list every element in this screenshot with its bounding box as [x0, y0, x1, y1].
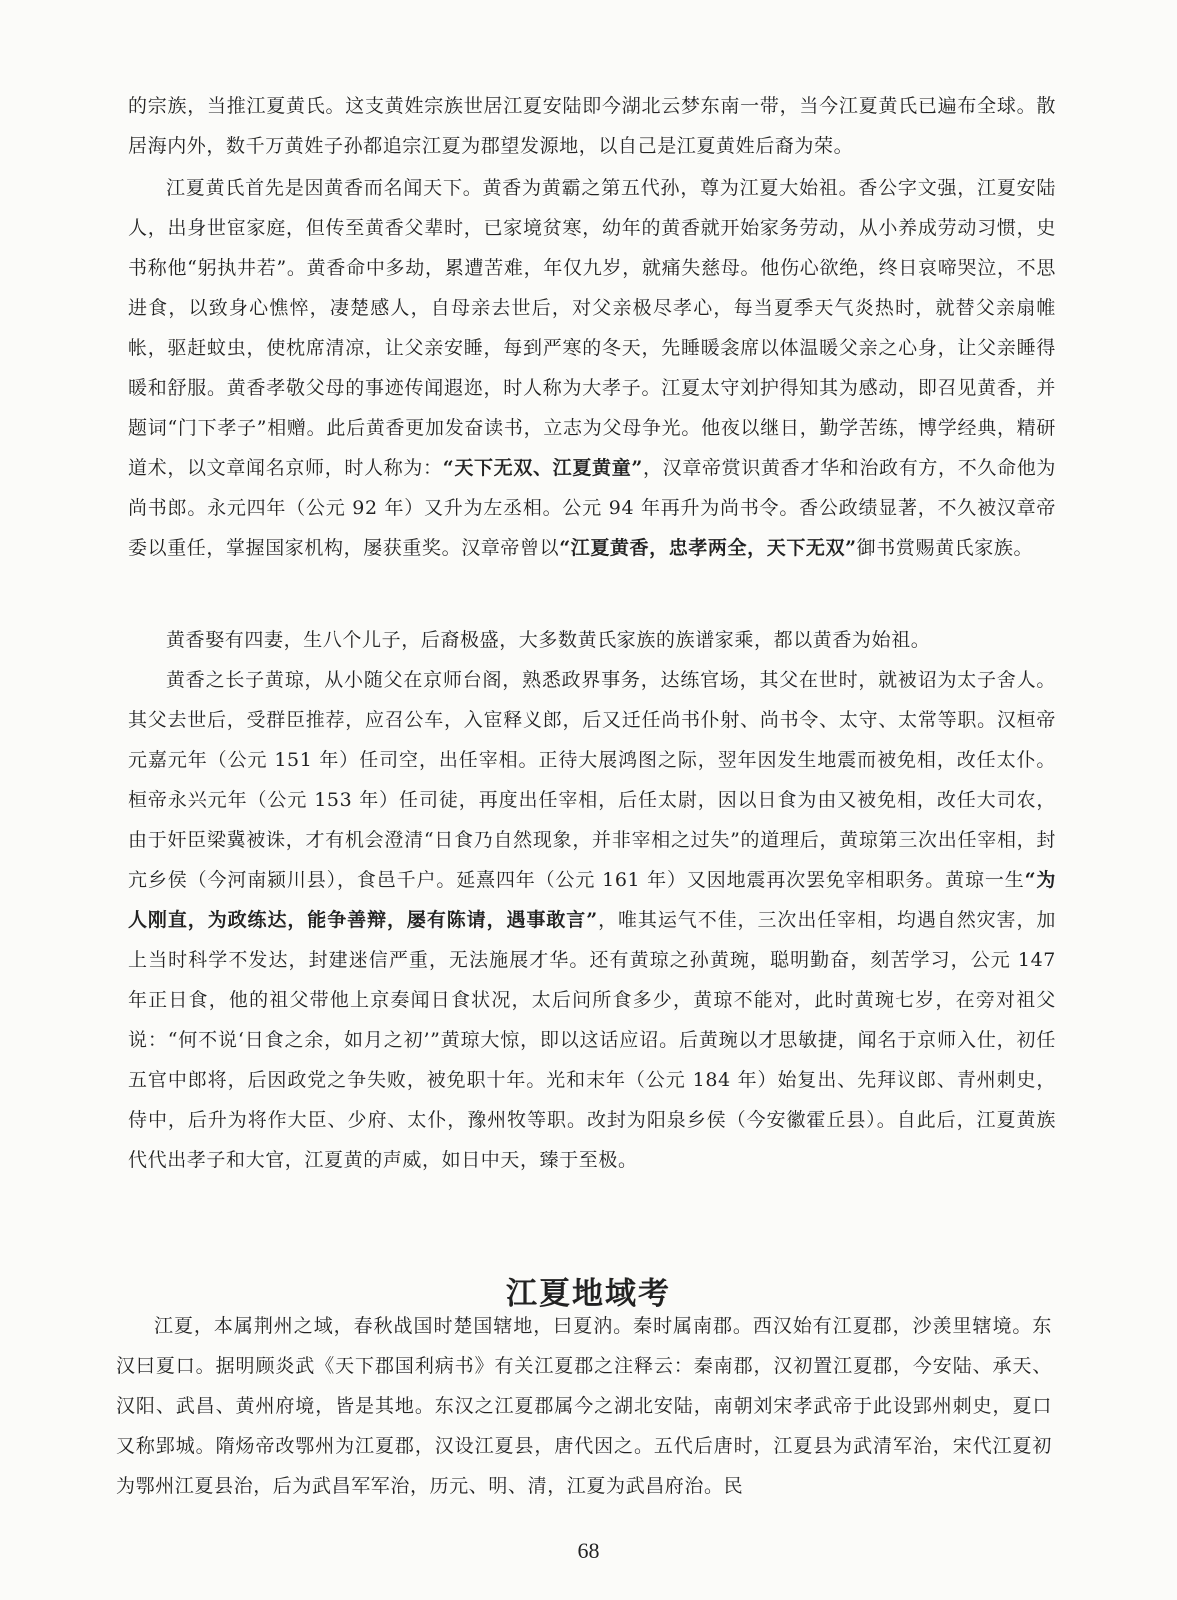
bold-quote: “为人刚直，为政练达，能争善辩，屡有陈请，遇事敢言” — [128, 869, 1056, 931]
bold-quote: “天下无双、江夏黄童” — [442, 457, 643, 479]
paragraph-text: 黄香之长子黄琼，从小随父在京师台阁，熟悉政界事务，达练官场，其父在世时，就被诏为太子舍人。其父去世后，受群臣推荐，应召公车，入宦释义郎，后又迁任尚书仆射、尚书令、太守、太常等职。汉桓帝元嘉元年（公元 151 年）任司空，出任宰相。正待大展鸿图之际，翌年因发生地震而被免相，改任太仆。桓帝永兴元年（公元 153 年）任司徒，再度出任宰相，后任太尉，因以日食为由又被免相，改任大司农，由于奸臣梁冀被诛，才有机会澄清“日食乃自然现象，并非宰相之过失”的道理后，黄琼第三次出任宰相，封亢乡侯（今河南颍川县），食邑千户。延熹四年（公元 161 年）又因地震再次罢免宰相职务。黄琼一生 — [128, 669, 1056, 891]
paragraph-huang-qiong — [128, 660, 1056, 1180]
paragraph-descendants — [128, 620, 1056, 660]
page-number: 68 — [577, 1538, 600, 1563]
bold-quote: “江夏黄香，忠孝两全，天下无双” — [559, 537, 857, 559]
paragraph-text: 黄香娶有四妻，生八个儿子，后裔极盛，大多数黄氏家族的族谱家乘，都以黄香为始祖。 — [166, 629, 931, 651]
paragraph-text: 的宗族，当推江夏黄氏。这支黄姓宗族世居江夏安陆即今湖北云梦东南一带，当今江夏黄氏已遍布全球。散居海内外，数千万黄姓子孙都追宗江夏为郡望发源地，以自己是江夏黄姓后裔为荣。 — [128, 95, 1056, 157]
paragraph-text: 御书赏赐黄氏家族。 — [856, 537, 1034, 559]
paragraph-text: 江夏，本属荆州之域，春秋战国时楚国辖地，曰夏汭。秦时属南郡。西汉始有江夏郡，沙羡里辖境。东汉曰夏口。据明顾炎武《天下郡国利病书》有关江夏郡之注释云：秦南郡，汉初置江夏郡，今安陆、承天、汉阳、武昌、黄州府境，皆是其地。东汉之江夏郡属今之湖北安陆，南朝刘宋孝武帝于此设郢州刺史，夏口又称郢城。隋炀帝改鄂州为江夏郡，汉设江夏县，唐代因之。五代后唐时，江夏县为武清军治，宋代江夏初为鄂州江夏县治，后为武昌军军治，历元、明、清，江夏为武昌府治。民 — [116, 1315, 1052, 1497]
paragraph-text: ，唯其运气不佳，三次出任宰相，均遇自然灾害，加上当时科学不发达，封建迷信严重，无法施展才华。还有黄琼之孙黄琬，聪明勤奋，刻苦学习，公元 147 年正日食，他的祖父带他上京奏闻日食状况，太后问所食多少，黄琼不能对，此时黄琬七岁，在旁对祖父说：“何不说‘日食之余，如月之初’”黄琼大惊，即以这话应诏。后黄琬以才思敏捷，闻名于京师入仕，初任五官中郎将，后因政党之争失败，被免职十年。光和末年（公元 184 年）始复出、先拜议郎、青州刺史，侍中，后升为将作大臣、少府、太仆，豫州牧等职。改封为阳泉乡侯（今安徽霍丘县）。自此后，江夏黄族代代出孝子和大官，江夏黄的声威，如日中天，臻于至极。 — [128, 909, 1056, 1171]
paragraph-text: 江夏黄氏首先是因黄香而名闻天下。黄香为黄霸之第五代孙，尊为江夏大始祖。香公字文强，江夏安陆人，出身世宦家庭，但传至黄香父辈时，已家境贫寒，幼年的黄香就开始家务劳动，从小养成劳动习惯，史书称他“躬执井若”。黄香命中多劫，累遭苦难，年仅九岁，就痛失慈母。他伤心欲绝，终日哀啼哭泣，不思进食，以致身心憔悴，凄楚感人，自母亲去世后，对父亲极尽孝心，每当夏季天气炎热时，就替父亲扇帷帐，驱赶蚊虫，使枕席清凉，让父亲安睡，每到严寒的冬天，先睡暖衾席以体温暖父亲之心身，让父亲睡得暖和舒服。黄香孝敬父母的事迹传闻遐迩，时人称为大孝子。江夏太守刘护得知其为感动，即召见黄香，并题词“门下孝子”相赠。此后黄香更加发奋读书，立志为父母争光。他夜以继日，勤学苦练，博学经典，精研道术，以文章闻名京师，时人称为： — [128, 177, 1056, 479]
paragraph-jiangxia-region — [116, 1306, 1052, 1506]
section-title: 江夏地域考 — [506, 1276, 671, 1312]
paragraph-intro — [128, 86, 1056, 166]
paragraph-huang-xiang — [128, 168, 1056, 568]
paragraph-text: ，汉章帝赏识黄香才华和治政有方，不久命他为尚书郎。永元四年（公元 92 年）又升为左丞相。公元 94 年再升为尚书令。香公政绩显著，不久被汉章帝委以重任，掌握国家机构，屡获重奖。汉章帝曾以 — [128, 457, 1056, 559]
